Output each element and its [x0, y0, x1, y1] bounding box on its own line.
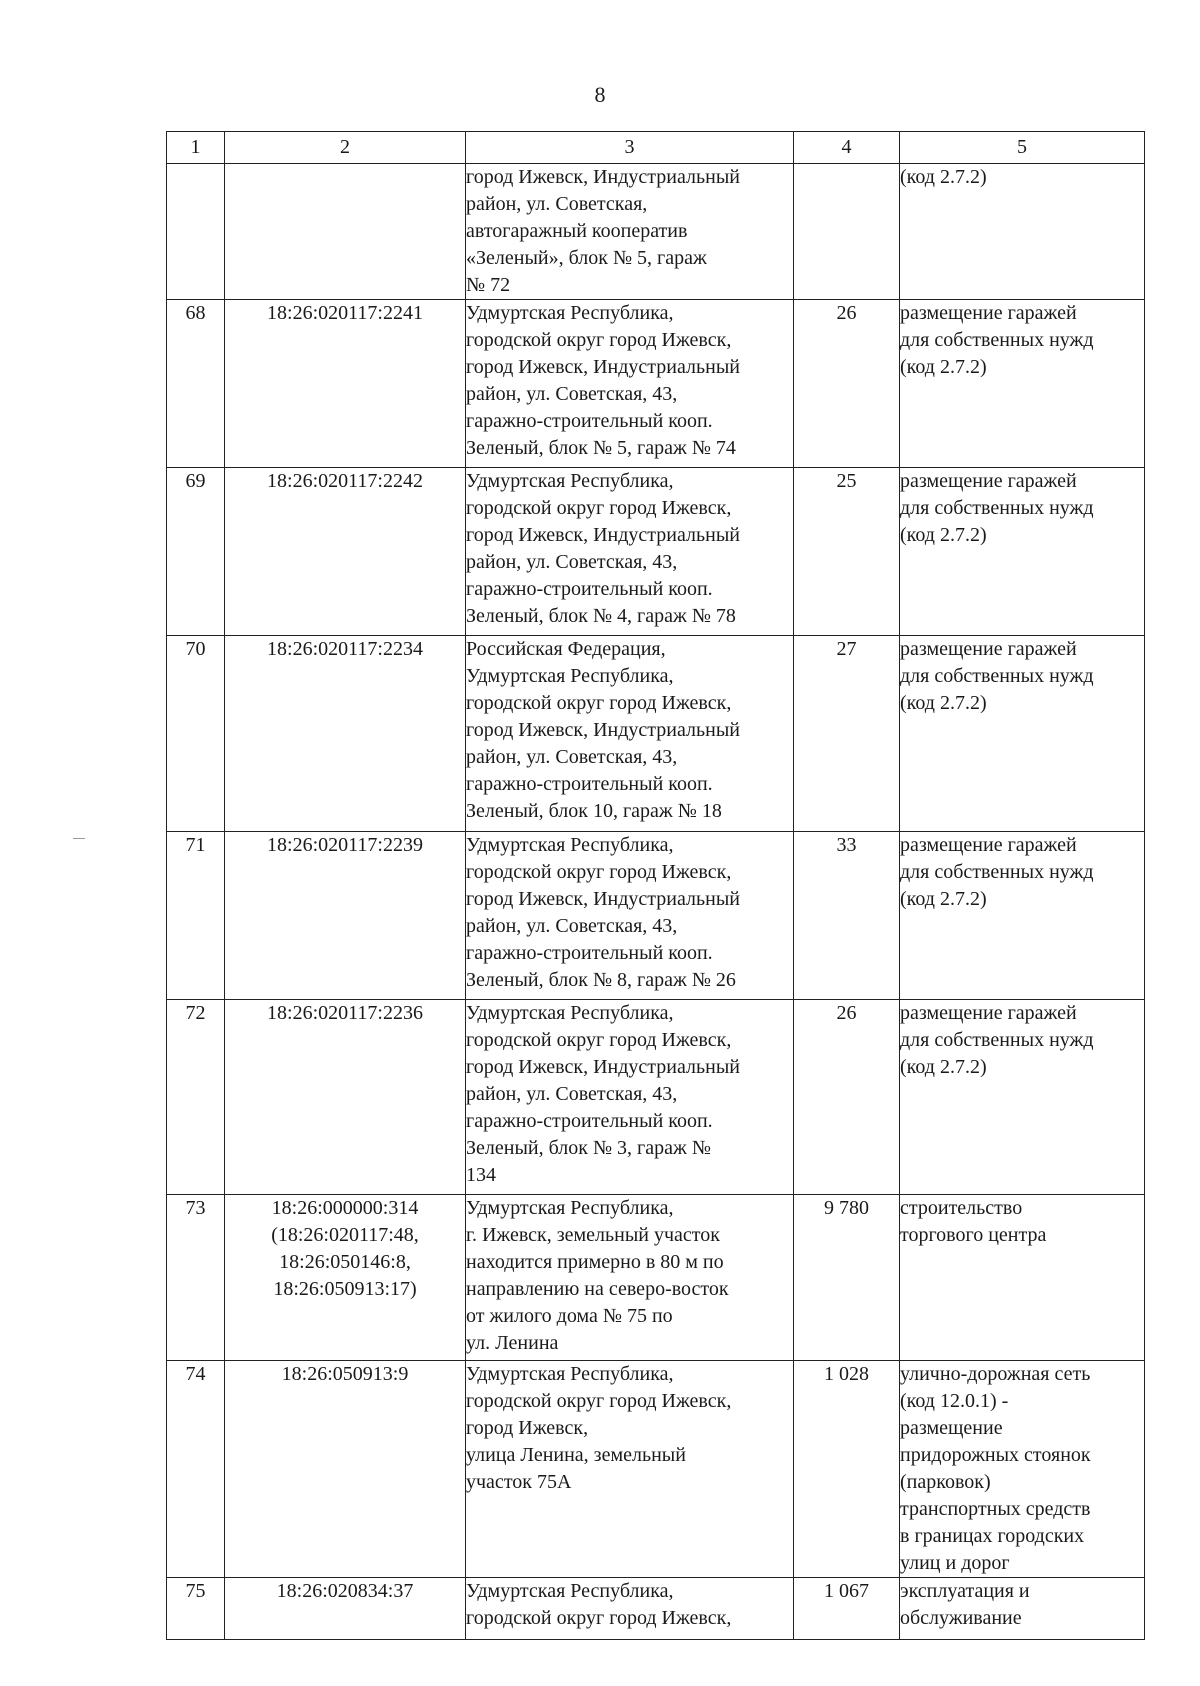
- row-number: 72: [167, 1000, 225, 1195]
- table-header-row: [167, 132, 1145, 164]
- permitted-use: размещение гаражей для собственных нужд (код 2.7.2): [900, 832, 1145, 1000]
- table-row: [167, 300, 1145, 468]
- permitted-use: размещение гаражей для собственных нужд (код 2.7.2): [900, 1000, 1145, 1195]
- plot-address: Удмуртская Республика, городской округ город Ижевск,: [466, 1578, 794, 1640]
- table-row: [167, 832, 1145, 1000]
- cadastral-number: 18:26:020117:2234: [225, 636, 466, 832]
- permitted-use: размещение гаражей для собственных нужд (код 2.7.2): [900, 300, 1145, 468]
- column-header-1: 1: [167, 132, 225, 164]
- row-number: 68: [167, 300, 225, 468]
- plot-address: Российская Федерация, Удмуртская Республика, городской округ город Ижевск, город Ижевск, Индустриальный район, ул. Советская, 43, гаражно-строительный кооп. Зеленый, блок 10, гараж № 18: [466, 636, 794, 832]
- plot-address: Удмуртская Республика, городской округ город Ижевск, город Ижевск, Индустриальный район, ул. Советская, 43, гаражно-строительный кооп. Зеленый, блок № 3, гараж № 134: [466, 1000, 794, 1195]
- plot-area: 1 028: [794, 1361, 900, 1578]
- table-row: [167, 468, 1145, 636]
- row-number: 71: [167, 832, 225, 1000]
- table-row: [167, 636, 1145, 832]
- page-number: 8: [594, 82, 606, 107]
- row-number: 70: [167, 636, 225, 832]
- plot-address: Удмуртская Республика, городской округ город Ижевск, город Ижевск, Индустриальный район, ул. Советская, 43, гаражно-строительный кооп. Зеленый, блок № 5, гараж № 74: [466, 300, 794, 468]
- land-plot-table: [166, 131, 1145, 1640]
- row-number: [167, 164, 225, 300]
- plot-area: [794, 164, 900, 300]
- cadastral-number: 18:26:000000:314 (18:26:020117:48, 18:26:050146:8, 18:26:050913:17): [225, 1195, 466, 1361]
- permitted-use: размещение гаражей для собственных нужд (код 2.7.2): [900, 468, 1145, 636]
- plot-address: город Ижевск, Индустриальный район, ул. Советская, автогаражный кооператив «Зеленый», блок № 5, гараж № 72: [466, 164, 794, 300]
- cadastral-number: [225, 164, 466, 300]
- plot-area: 1 067: [794, 1578, 900, 1640]
- plot-area: 26: [794, 1000, 900, 1195]
- column-header-3: 3: [466, 132, 794, 164]
- table-row: [167, 1195, 1145, 1361]
- row-number: 74: [167, 1361, 225, 1578]
- permitted-use: (код 2.7.2): [900, 164, 1145, 300]
- table-row: [167, 1361, 1145, 1578]
- plot-address: Удмуртская Республика, городской округ город Ижевск, город Ижевск, улица Ленина, земельный участок 75А: [466, 1361, 794, 1578]
- row-number: 75: [167, 1578, 225, 1640]
- permitted-use: улично-дорожная сеть (код 12.0.1) - размещение придорожных стоянок (парковок) транспортных средств в границах городских улиц и дорог: [900, 1361, 1145, 1578]
- cadastral-number: 18:26:020117:2236: [225, 1000, 466, 1195]
- cadastral-number: 18:26:020834:37: [225, 1578, 466, 1640]
- cadastral-number: 18:26:050913:9: [225, 1361, 466, 1578]
- plot-area: 26: [794, 300, 900, 468]
- plot-address: Удмуртская Республика, г. Ижевск, земельный участок находится примерно в 80 м по направлению на северо-восток от жилого дома № 75 по ул. Ленина: [466, 1195, 794, 1361]
- table-row: [167, 1578, 1145, 1640]
- cadastral-number: 18:26:020117:2241: [225, 300, 466, 468]
- plot-address: Удмуртская Республика, городской округ город Ижевск, город Ижевск, Индустриальный район, ул. Советская, 43, гаражно-строительный кооп. Зеленый, блок № 8, гараж № 26: [466, 832, 794, 1000]
- column-header-5: 5: [900, 132, 1145, 164]
- cadastral-number: 18:26:020117:2239: [225, 832, 466, 1000]
- plot-area: 9 780: [794, 1195, 900, 1361]
- plot-area: 25: [794, 468, 900, 636]
- scan-artifact: [73, 838, 85, 839]
- row-number: 69: [167, 468, 225, 636]
- row-number: 73: [167, 1195, 225, 1361]
- permitted-use: размещение гаражей для собственных нужд (код 2.7.2): [900, 636, 1145, 832]
- permitted-use: эксплуатация и обслуживание: [900, 1578, 1145, 1640]
- column-header-4: 4: [794, 132, 900, 164]
- table-row: [167, 1000, 1145, 1195]
- permitted-use: строительство торгового центра: [900, 1195, 1145, 1361]
- plot-area: 27: [794, 636, 900, 832]
- cadastral-number: 18:26:020117:2242: [225, 468, 466, 636]
- column-header-2: 2: [225, 132, 466, 164]
- plot-area: 33: [794, 832, 900, 1000]
- table-row: [167, 164, 1145, 300]
- plot-address: Удмуртская Республика, городской округ город Ижевск, город Ижевск, Индустриальный район, ул. Советская, 43, гаражно-строительный кооп. Зеленый, блок № 4, гараж № 78: [466, 468, 794, 636]
